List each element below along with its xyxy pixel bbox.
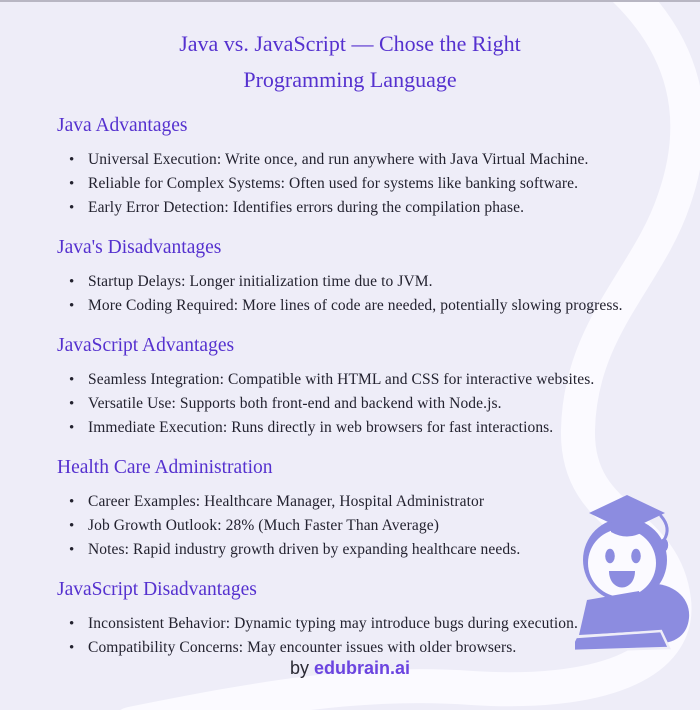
list-item: • Immediate Execution: Runs directly in web browsers for fast interactions. [67,416,660,440]
title-line-2: Programming Language [243,67,457,92]
brand-name: edubrain.ai [314,658,411,678]
bullet-list-java-disadvantages [67,270,660,318]
footer-by-label: by [289,658,309,678]
section-heading-java-disadvantages: Java's Disadvantages [57,237,222,258]
bullet-list-javascript-disadvantages [67,612,660,660]
list-item: • Compatibility Concerns: May encounter issues with older browsers. [67,636,660,660]
section-heading-javascript-disadvantages: JavaScript Disadvantages [57,579,257,600]
section-heading-java-advantages: Java Advantages [57,115,188,136]
list-item: • More Coding Required: More lines of code are needed, potentially slowing progress. [67,294,660,318]
bullet-list-health-care-administration [67,490,660,562]
list-item: • Universal Execution: Write once, and run anywhere with Java Virtual Machine. [67,148,660,172]
list-item: • Career Examples: Healthcare Manager, Hospital Administrator [67,490,660,514]
list-item: • Notes: Rapid industry growth driven by expanding healthcare needs. [67,538,660,562]
list-item: • Inconsistent Behavior: Dynamic typing may introduce bugs during execution. [67,612,660,636]
list-item: • Versatile Use: Supports both front-end and backend with Node.js. [67,392,660,416]
section-heading-health-care-administration: Health Care Administration [57,457,273,478]
list-item: • Reliable for Complex Systems: Often used for systems like banking software. [67,172,660,196]
list-item: • Job Growth Outlook: 28% (Much Faster Than Average) [67,514,660,538]
page-title [40,26,660,98]
footer-credit [0,658,700,679]
list-item: • Early Error Detection: Identifies errors during the compilation phase. [67,196,660,220]
bullet-list-javascript-advantages [67,368,660,440]
bullet-list-java-advantages [67,148,660,220]
list-item: • Startup Delays: Longer initialization time due to JVM. [67,270,660,294]
infographic-body [0,2,700,660]
list-item: • Seamless Integration: Compatible with HTML and CSS for interactive websites. [67,368,660,392]
title-line-1: Java vs. JavaScript — Chose the Right [179,31,521,56]
section-heading-javascript-advantages: JavaScript Advantages [57,335,235,356]
